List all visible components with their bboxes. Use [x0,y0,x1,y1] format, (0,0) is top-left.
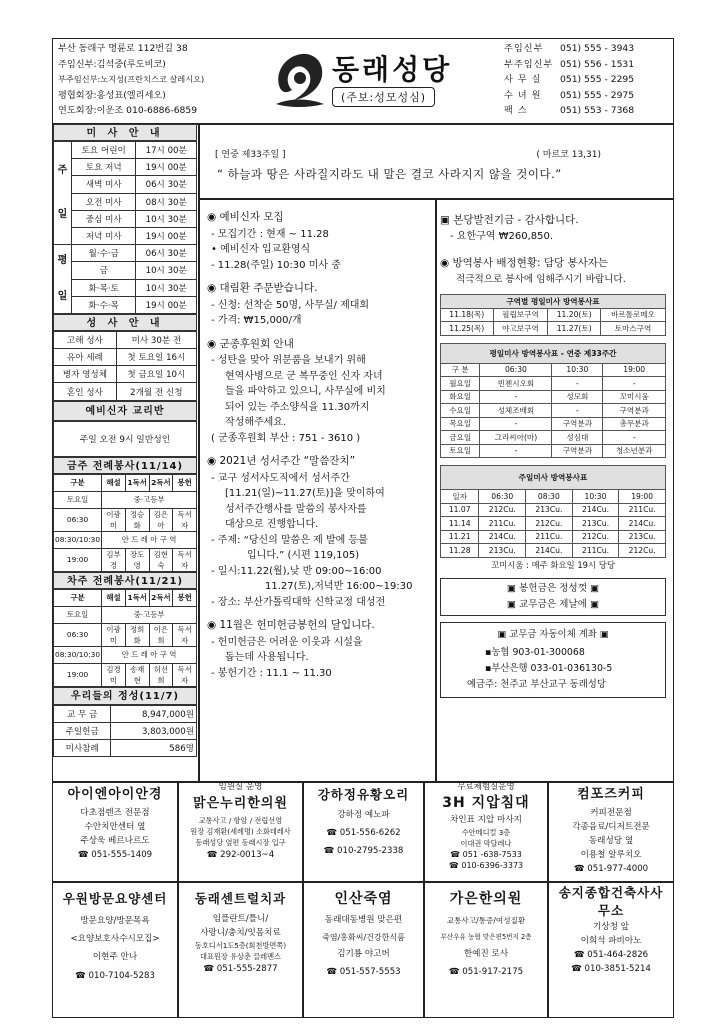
notice-line: 돕는데 사용됩니다. [225,652,309,663]
contact-row: 주임신부 051) 555 - 3943 [504,43,635,54]
fund-line: - 요한구역 ₩260,850. [450,231,554,242]
notice-line: ( 군종후원회 부산 : 751 - 3610 ) [211,432,361,444]
notice-line: 작성해주세요. [225,417,287,428]
military-support-heading: ◉ 군종후원회 안내 [207,337,294,350]
left-column [53,124,197,757]
notice-line: 11.27(토),저녁반 16:00~19:30 [265,581,413,592]
ads-top-divider [52,781,674,783]
liturgy-week: [ 연중 제33주일 ] [215,150,286,160]
ad-duck-restaurant: 강하정유황오리 강하정 예노파 ☎ 051-556-6262 ☎ 010-2795-2338 [317,787,410,856]
contact-row: 수 녀 원 051) 555 - 2975 [504,89,635,101]
ad-korean-clinic: 가은한의원 교통사고/통증/여성질환 부산우유 농협 맞은편5번지 2층 한예진 로사 ☎ 051-917-2175 [440,891,532,977]
notice-line: 현역사병으로 군 복무중인 신자 자녀 [225,370,383,382]
notice-line: - 모집기간 : 현재 ~ 11.28 [211,228,329,240]
notice-line: - 일시:11.22(월),낮 반 09:00~16:00 [211,565,382,577]
ad-bamboo-salt: 인산죽염 동래대동병원 맞은편 죽염/홍화씨/건강한식품 김기룡 야고버 ☎ 051-557-5553 [322,891,405,977]
ad-architect: 송지종합건축사사무소 기상청 앞 이희석 파비아노 ☎ 051-464-2826 ☎ 010-3851-5214 [558,885,664,974]
offering-table: 교 무 금 8,947,000원 주일헌금 3,803,000원 미사참례 586명 [53,705,197,758]
verse-reference: ( 마르코 13,31) [536,150,601,160]
contact-list [504,41,670,119]
contact-row: 사 무 실 051) 555 - 2295 [504,74,635,85]
parish-logo [270,48,328,114]
right-column [440,212,670,698]
parish-title: 동래성당 [332,53,453,86]
notice-line: - 장소: 부산가톨릭대학 신학교정 대성전 [211,596,386,608]
auto-transfer-box: ▣ 교무금 자동이체 계좌 ▣ ▪농협 903-01-300068 ▪부산은행 033-01-036130-5 예금주: 천주교 부산교구 동래성당 [440,622,666,698]
fund-heading: ▣ 본당발전기금 - 감사합니다. [440,214,579,226]
notice-line: - 헌미헌금은 어려운 이웃과 시설을 [211,636,363,648]
ad-massage-bed: 무료체험실운영 3H 지압침대 차인표 지압 마사지 수안메디컬 3층 이대권 막달레나 ☎ 051 -638-7533 ☎ 010-6396-3373 [442,782,530,870]
altar-next-week-table: 구분 해설 1독서 2독서 봉헌 토요일 중·고등부 06:30 이광미 정희화 이은희 독서자 08:30/10:30 안 드 레 아 구 역 19:00 김경미 송재현 허선희 독서자 [53,589,197,687]
middle-column-divider [435,199,437,781]
notice-line: - 신청: 선착순 50명, 사무실/ 제대회 [211,299,370,311]
assistant-pastor: 부주임신부:노지성(프란치스코 살레시오) [58,74,205,84]
quarantine-heading: ◉ 방역봉사 배정현황: 담당 봉사자는 [440,257,609,269]
ad-home-care: 우원방문요양센터 방문요양/방문목욕 <요양보호사수시모집> 이현주 안나 ☎ 010-7104-5283 [62,891,168,981]
catechism-text: 주일 오전 9시 일반성인 [53,421,197,457]
council-president: 평협회장:홍성표(엘리세오) [58,89,166,101]
notice-line: - 성탄을 맞아 위문품을 보내기 위해 [211,355,366,366]
weekday-zone-table: 구역별 평일미사 방역봉사표 11.18(목) 필립보구역 11.20(토) 바르톨로메오 11.25(목) 야고보구역 11.27(토) 토마스구역 [440,294,666,336]
altar-this-week-title: 금주 전례봉사(11/14) [53,457,197,474]
notice-line: 대상으로 진행합니다. [225,519,319,530]
notice-line: 성서주간행사를 말씀의 봉사자를 [225,503,367,515]
ad-coffee: 컴포즈커피 커피전문점 각종음료/디저트전문 동래성당 옆 이용철 알루치오 ☎ 051-977-4000 [572,787,650,874]
catechism-title: 예비신자 교리반 [53,401,197,421]
quarantine-line: 적극적으로 봉사에 임해주시기 바랍니다. [456,274,626,285]
bible-week-heading: ◉ 2021년 성서주간 “말씀잔치” [207,455,356,467]
notice-line: • 예비신자 입교환영식 [211,244,311,255]
mass-table: 주 일 토요 어린이 17시 00분 토요 저녁 19시 00분 새벽 미사 06시 30분 오전 미사 08시 30분 중심 미사 10시 30분 저녁 미사 19시 00분 평 일 월·수·금 06시 30분 금 10시 30분 화·목·토 10시 30분 화·수·목 19시 00분 [53,141,197,314]
notice-line: - 11.28(주일) 10:30 미사 중 [211,259,341,271]
sacrament-table: 고해 성사 미사 30분 전 유아 세례 첫 토요일 16시 병자 영성체 첫 금요일 10시 혼인 성사 2개월 전 신청 [53,331,197,401]
advent-wreath-heading: ◉ 대림환 주문받습니다. [207,282,318,294]
notice-line: 되어 있는 주소양식을 11.30까지 [225,401,370,413]
notice-line: - 교구 성서사도직에서 성서주간 [211,472,350,484]
notice-line: - 가격: ₩15,000/개 [211,315,302,326]
catechumen-heading: ◉ 예비신자 모집 [207,211,284,223]
offering-title: 우리들의 정성(11/7) [53,687,197,705]
bulletin-subtitle: (주보:성모성심) [332,87,435,107]
ads-mid-divider [52,881,674,883]
rice-offering-heading: ◉ 11월은 헌미헌금봉헌의 달입니다. [207,619,375,631]
middle-column [207,210,433,681]
notice-line: 입니다.” (시편 119,105) [247,550,360,561]
notice-line: [11.21(일)~11.27(토)]을 맞이하여 [225,488,385,499]
contact-row: 팩 스 051) 553 - 7368 [504,105,635,116]
weekday-quarantine-table: 평일미사 방역봉사표 - 연중 제33주간 구 분 06:30 10:30 19:00 월요일 빈첸시오회 - - 화요일 - 성모회 꼬미시움 수요일 성체조배회 - 구역분과 목요일 - 구역분과 총무분과 금요일 그라씨아(마) 성심대 - 토요일 - 구역분과 청소년분과 [440,343,666,459]
altar-next-week-title: 차주 전례봉사(11/21) [53,572,197,589]
ad-dental: 동래센트럴치과 임플란트/틀니/ 사랑니/충치/잇몸치료 동호디서1도5층(회천방면쪽) 대표원장 유상춘 끌레멘스 ☎ 051-555-2877 [194,891,287,974]
offering-reminder-box: ▣ 봉헌금은 정성껏 ▣ ▣ 교무금은 제날에 ▣ [440,578,666,616]
altar-this-week-table: 구분 해설 1독서 2독서 봉헌 토요일 중·고등부 06:30 이광미 정승화 김은아 독서자 08:30/10:30 안 드 레 아 구 역 19:00 김부경 장도영 김현숙 독서자 [53,474,197,572]
notice-line: 들을 파악하고 있으니, 사무실에 비치 [225,386,386,397]
verse-divider [199,198,674,200]
sacrament-title: 성 사 안 내 [53,314,197,331]
address: 부산 동래구 명륜로 112번길 38 [58,43,188,54]
left-column-divider [198,124,200,781]
ad-oriental-clinic: 임원실 운영 맑은누리한의원 교통사고 / 항암 / 전립선염 원장 김재환(세례명) 소화데레사 동래성당 옆편 동래시장 입구 ☎ 292-0013~4 [190,782,291,860]
mass-title: 미 사 안 내 [53,124,197,141]
prayer-president: 연도회장:이운조 010-6886-6859 [58,105,198,116]
gospel-verse [203,143,671,195]
sunday-quarantine-table: 주일미사 방역봉사표 일자 06:30 08:30 10:30 19:00 11.07 212Cu. 213Cu. 214Cu. 211Cu. 11.14 211Cu. 212Cu. 213Cu. 214Cu. 11.21 214Cu. 211Cu. 212Cu. 213Cu. 11.28 213Cu. 214Cu. 211Cu. 212Cu. 꼬미시움 : 매주 화요일 19시 당당 [440,465,666,572]
notice-line: - 주제: “당신의 말씀은 제 발에 등불 [211,534,368,546]
pastor: 주임신부:김석중(루도비코) [58,58,166,70]
notice-line: - 봉헌기간 : 11.1 ~ 11.30 [211,667,332,679]
ad-eyewear: 아이엔아이안경 다초점렌즈 전문점 수안치안센터 옆 주상욱 베르나르도 ☎ 051-555-1409 [67,787,163,860]
parish-info [58,41,263,119]
verse-text: “ 하늘과 땅은 사라질지라도 내 말은 결코 사라지지 않을 것이다.” [217,167,562,181]
contact-row: 부주임신부 051) 556 - 1531 [504,58,635,70]
